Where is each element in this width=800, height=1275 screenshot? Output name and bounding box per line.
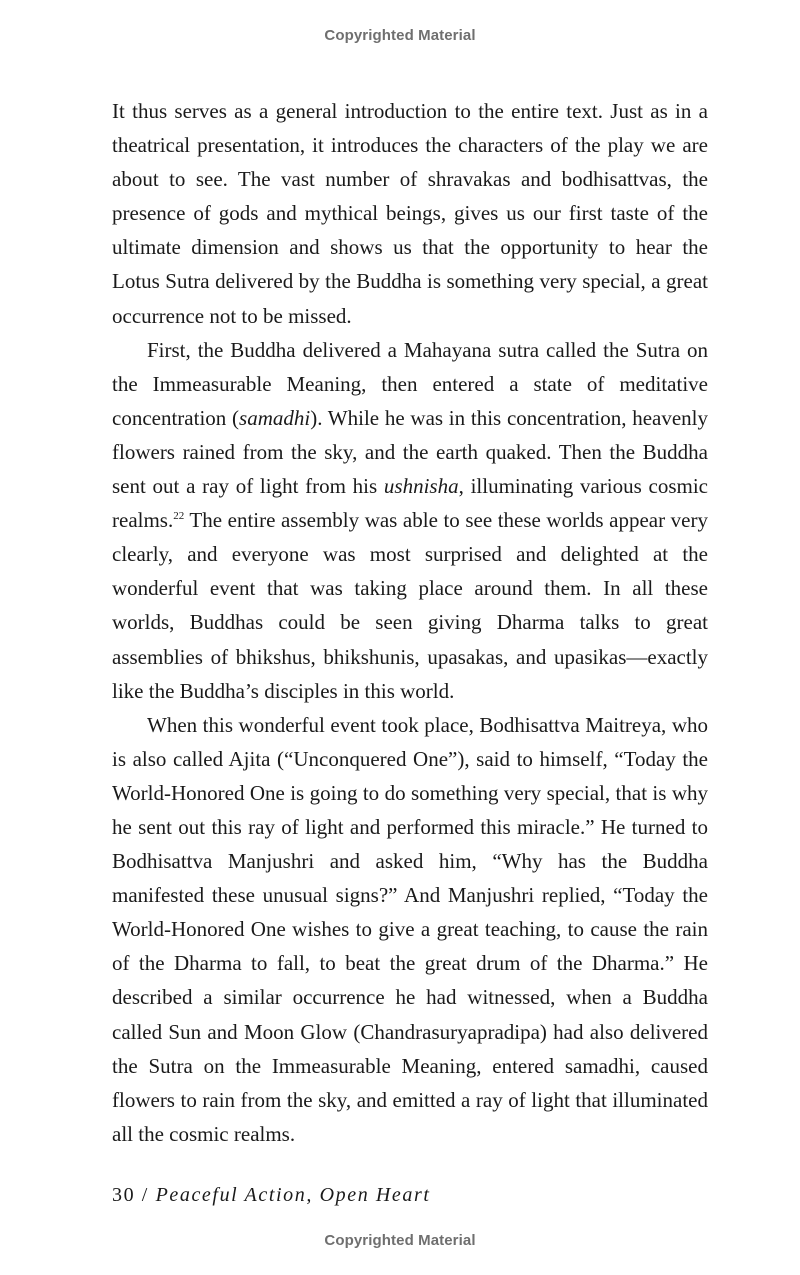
paragraph-2-text-a: First, the Buddha delivered a Mahayana sutra called the Sutra on the Immeasurable Meaning, then entered a state of meditative concentration ( [112,337,708,430]
running-footer [112,1184,431,1207]
paragraph-2-text-e: , illuminating various cosmic realms. [112,474,708,533]
paragraph-3: When this wonderful event took place, Bodhisattva Maitreya, who is also called Ajita (“Unconquered One”), said to himself, “Today the World-Honored One is going to do something very special, that is why he sent out this ray of light and performed this miracle.” He turned to Bodhisattva Manjushri and asked him, “Why has the Buddha manifested these unusual signs?” And Manjushri replied, “Today the World-Honored One wishes to give a great teaching, to cause the rain of the Dharma to fall, to beat the great drum of the Dharma.” He described a similar occurrence he had witnessed, when a Buddha called Sun and Moon Glow (Chandrasuryapradipa) had also delivered the Sutra on the Immeasurable Meaning, entered samadhi, caused flowers to rain from the sky, and emitted a ray of light that illuminated all the cosmic realms. [112,712,708,1146]
term-ushnisha: ushnisha [383,474,459,499]
footer-separator: / [135,1184,156,1206]
paragraph-2-text-f: The entire assembly was able to see these worlds appear very clearly, and everyone was most surprised and delighted at the wonderful event that was taking place around them. In all these worlds, Buddhas could be seen giving Dharma talks to great assemblies of bhikshus, bhikshunis, upasakas, and upasikas—exactly like the Buddha’s disciples in this world. [112,508,708,703]
page-body [112,94,708,1151]
term-samadhi: samadhi [239,405,311,430]
copyright-watermark-top: Copyrighted Material [324,27,476,44]
page-number: 30 [112,1184,136,1206]
book-title: Peaceful Action, Open Heart [155,1184,431,1206]
footnote-reference: 22 [173,510,185,523]
copyright-watermark-bottom: Copyrighted Material [324,1232,476,1249]
paragraph-1: It thus serves as a general introduction to the entire text. Just as in a theatrical presentation, it introduces the characters of the play we are about to see. The vast number of shravakas and bodhisattvas, the presence of gods and mythical beings, gives us our first taste of the ultimate dimension and shows us that the opportunity to hear the Lotus Sutra delivered by the Buddha is something very special, a great occurrence not to be missed. [112,99,708,328]
paragraph-2 [112,333,708,708]
paragraph-2-text-c: ). While he was in this concentration, heavenly flowers rained from the sky, and the earth quaked. Then the Buddha sent out a ray of light from his [112,405,708,499]
